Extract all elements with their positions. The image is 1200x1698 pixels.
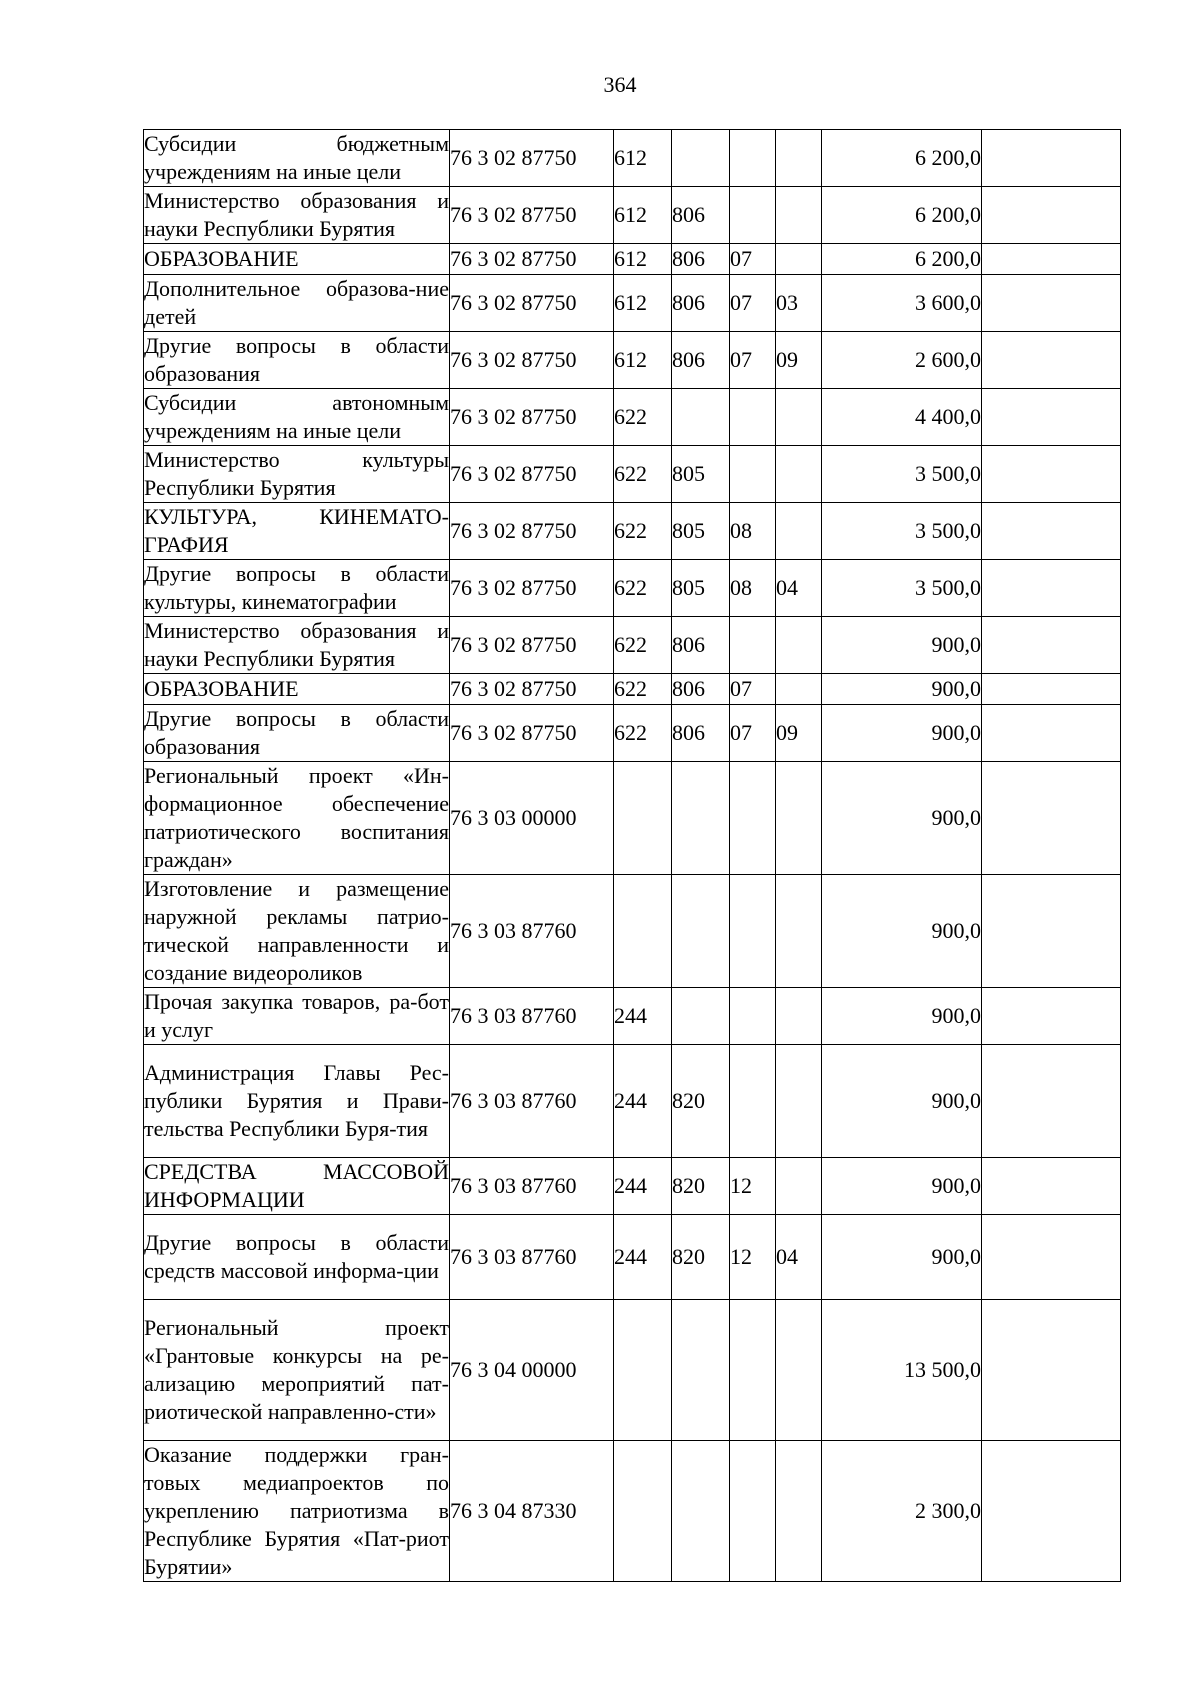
table-row: [144, 560, 1121, 617]
row-amount: 900,0: [822, 1045, 982, 1158]
row-subsection: [776, 988, 822, 1045]
row-amount: 3 600,0: [822, 275, 982, 332]
row-ministry-code: 806: [672, 705, 730, 762]
row-extra: [982, 1300, 1121, 1441]
row-extra: [982, 389, 1121, 446]
row-extra: [982, 762, 1121, 875]
row-name: Прочая закупка товаров, ра-бот и услуг: [144, 988, 450, 1045]
row-extra: [982, 1158, 1121, 1215]
row-expense-type: 622: [614, 674, 672, 705]
table-row: [144, 762, 1121, 875]
row-code: 76 3 02 87750: [450, 446, 614, 503]
row-section: 12: [730, 1158, 776, 1215]
row-name: Региональный проект «Ин-формационное обеспечение патриотического воспитания граждан»: [144, 762, 450, 875]
row-code: 76 3 02 87750: [450, 705, 614, 762]
row-amount: 900,0: [822, 1158, 982, 1215]
row-subsection: [776, 130, 822, 187]
row-ministry-code: 806: [672, 332, 730, 389]
row-extra: [982, 705, 1121, 762]
row-ministry-code: [672, 762, 730, 875]
row-extra: [982, 244, 1121, 275]
table-row: [144, 1158, 1121, 1215]
table-row: [144, 1300, 1121, 1441]
row-amount: 900,0: [822, 875, 982, 988]
row-name: Оказание поддержки гран-товых медиапроектов по укреплению патриотизма в Республике Бурятия «Пат-риот Бурятии»: [144, 1441, 450, 1582]
row-amount: 3 500,0: [822, 446, 982, 503]
table-row: [144, 130, 1121, 187]
row-code: 76 3 03 87760: [450, 875, 614, 988]
row-extra: [982, 875, 1121, 988]
row-section: 07: [730, 705, 776, 762]
row-code: 76 3 02 87750: [450, 187, 614, 244]
row-section: [730, 875, 776, 988]
row-code: 76 3 03 00000: [450, 762, 614, 875]
row-extra: [982, 1441, 1121, 1582]
row-name: Другие вопросы в области культуры, кинематографии: [144, 560, 450, 617]
row-name: Другие вопросы в области образования: [144, 332, 450, 389]
row-subsection: 09: [776, 705, 822, 762]
row-subsection: [776, 674, 822, 705]
row-expense-type: 622: [614, 617, 672, 674]
row-subsection: [776, 244, 822, 275]
row-amount: 900,0: [822, 988, 982, 1045]
row-code: 76 3 02 87750: [450, 130, 614, 187]
row-extra: [982, 446, 1121, 503]
row-ministry-code: [672, 130, 730, 187]
row-ministry-code: 806: [672, 275, 730, 332]
row-subsection: [776, 389, 822, 446]
row-ministry-code: 806: [672, 244, 730, 275]
row-ministry-code: [672, 875, 730, 988]
row-section: 08: [730, 560, 776, 617]
table-row: [144, 389, 1121, 446]
row-extra: [982, 674, 1121, 705]
row-amount: 13 500,0: [822, 1300, 982, 1441]
row-subsection: 03: [776, 275, 822, 332]
row-section: [730, 1300, 776, 1441]
row-code: 76 3 04 00000: [450, 1300, 614, 1441]
table-row: [144, 275, 1121, 332]
row-subsection: [776, 446, 822, 503]
row-name: Другие вопросы в области средств массовой информа-ции: [144, 1215, 450, 1300]
row-name: Региональный проект «Грантовые конкурсы на ре-ализацию мероприятий пат-риотической направленно-сти»: [144, 1300, 450, 1441]
row-name: Другие вопросы в области образования: [144, 705, 450, 762]
row-extra: [982, 1215, 1121, 1300]
row-code: 76 3 02 87750: [450, 389, 614, 446]
row-amount: 6 200,0: [822, 187, 982, 244]
row-expense-type: 612: [614, 332, 672, 389]
row-expense-type: 612: [614, 244, 672, 275]
row-code: 76 3 02 87750: [450, 332, 614, 389]
row-code: 76 3 03 87760: [450, 988, 614, 1045]
row-ministry-code: 806: [672, 187, 730, 244]
row-name: Субсидии бюджетным учреждениям на иные цели: [144, 130, 450, 187]
row-subsection: [776, 187, 822, 244]
row-expense-type: 622: [614, 446, 672, 503]
row-name: Субсидии автономным учреждениям на иные цели: [144, 389, 450, 446]
row-expense-type: 612: [614, 130, 672, 187]
row-amount: 4 400,0: [822, 389, 982, 446]
row-extra: [982, 1045, 1121, 1158]
row-code: 76 3 03 87760: [450, 1045, 614, 1158]
budget-table: [143, 129, 1121, 1582]
row-section: [730, 130, 776, 187]
row-name: ОБРАЗОВАНИЕ: [144, 674, 450, 705]
row-expense-type: [614, 762, 672, 875]
row-section: [730, 187, 776, 244]
table-row: [144, 674, 1121, 705]
table-row: [144, 875, 1121, 988]
row-expense-type: 244: [614, 1045, 672, 1158]
table-row: [144, 1045, 1121, 1158]
row-amount: 900,0: [822, 762, 982, 875]
table-row: [144, 244, 1121, 275]
row-code: 76 3 02 87750: [450, 275, 614, 332]
row-section: 07: [730, 275, 776, 332]
row-code: 76 3 02 87750: [450, 503, 614, 560]
row-name: Министерство образования и науки Республики Бурятия: [144, 617, 450, 674]
table-row: [144, 1441, 1121, 1582]
row-expense-type: 244: [614, 1158, 672, 1215]
row-amount: 2 300,0: [822, 1441, 982, 1582]
table-row: [144, 988, 1121, 1045]
row-extra: [982, 275, 1121, 332]
row-extra: [982, 130, 1121, 187]
row-expense-type: [614, 1441, 672, 1582]
row-name: Дополнительное образова-ние детей: [144, 275, 450, 332]
row-code: 76 3 02 87750: [450, 244, 614, 275]
row-extra: [982, 560, 1121, 617]
row-ministry-code: [672, 389, 730, 446]
row-code: 76 3 03 87760: [450, 1215, 614, 1300]
row-section: [730, 1441, 776, 1582]
row-ministry-code: [672, 1441, 730, 1582]
row-ministry-code: 820: [672, 1158, 730, 1215]
row-extra: [982, 503, 1121, 560]
row-expense-type: 612: [614, 187, 672, 244]
row-ministry-code: 805: [672, 446, 730, 503]
table-row: [144, 617, 1121, 674]
row-name: СРЕДСТВА МАССОВОЙ ИНФОРМАЦИИ: [144, 1158, 450, 1215]
row-ministry-code: 820: [672, 1215, 730, 1300]
row-code: 76 3 04 87330: [450, 1441, 614, 1582]
row-name: Министерство образования и науки Республики Бурятия: [144, 187, 450, 244]
row-expense-type: 622: [614, 389, 672, 446]
row-name: ОБРАЗОВАНИЕ: [144, 244, 450, 275]
row-amount: 6 200,0: [822, 244, 982, 275]
row-name: Изготовление и размещение наружной рекламы патрио-тической направленности и создание видеороликов: [144, 875, 450, 988]
row-extra: [982, 988, 1121, 1045]
row-code: 76 3 02 87750: [450, 617, 614, 674]
table-row: [144, 705, 1121, 762]
row-expense-type: 622: [614, 503, 672, 560]
row-ministry-code: 805: [672, 503, 730, 560]
table-row: [144, 503, 1121, 560]
row-ministry-code: [672, 1300, 730, 1441]
row-expense-type: [614, 875, 672, 988]
row-subsection: [776, 1158, 822, 1215]
table-row: [144, 1215, 1121, 1300]
row-amount: 3 500,0: [822, 503, 982, 560]
row-ministry-code: 820: [672, 1045, 730, 1158]
row-section: [730, 389, 776, 446]
row-expense-type: 244: [614, 1215, 672, 1300]
table-row: [144, 446, 1121, 503]
row-amount: 900,0: [822, 1215, 982, 1300]
row-subsection: [776, 1300, 822, 1441]
row-amount: 900,0: [822, 705, 982, 762]
row-expense-type: 612: [614, 275, 672, 332]
row-expense-type: 244: [614, 988, 672, 1045]
row-amount: 6 200,0: [822, 130, 982, 187]
row-name: КУЛЬТУРА, КИНЕМАТО-ГРАФИЯ: [144, 503, 450, 560]
row-expense-type: 622: [614, 705, 672, 762]
row-section: [730, 988, 776, 1045]
row-extra: [982, 332, 1121, 389]
row-subsection: 09: [776, 332, 822, 389]
row-extra: [982, 617, 1121, 674]
row-amount: 2 600,0: [822, 332, 982, 389]
row-ministry-code: [672, 988, 730, 1045]
row-ministry-code: 806: [672, 617, 730, 674]
row-section: [730, 762, 776, 875]
row-name: Администрация Главы Рес-публики Бурятия и Прави-тельства Республики Буря-тия: [144, 1045, 450, 1158]
row-extra: [982, 187, 1121, 244]
page-number: 364: [603, 72, 637, 97]
row-section: 07: [730, 674, 776, 705]
row-subsection: [776, 1441, 822, 1582]
row-amount: 900,0: [822, 617, 982, 674]
row-subsection: [776, 503, 822, 560]
row-section: 12: [730, 1215, 776, 1300]
row-section: [730, 446, 776, 503]
row-section: [730, 1045, 776, 1158]
row-amount: 3 500,0: [822, 560, 982, 617]
row-section: 07: [730, 332, 776, 389]
row-code: 76 3 02 87750: [450, 560, 614, 617]
table-row: [144, 332, 1121, 389]
row-section: [730, 617, 776, 674]
row-ministry-code: 806: [672, 674, 730, 705]
row-name: Министерство культуры Республики Бурятия: [144, 446, 450, 503]
row-ministry-code: 805: [672, 560, 730, 617]
row-subsection: [776, 1045, 822, 1158]
row-expense-type: 622: [614, 560, 672, 617]
row-subsection: 04: [776, 1215, 822, 1300]
row-section: 07: [730, 244, 776, 275]
row-subsection: 04: [776, 560, 822, 617]
row-subsection: [776, 875, 822, 988]
row-amount: 900,0: [822, 674, 982, 705]
row-expense-type: [614, 1300, 672, 1441]
row-code: 76 3 02 87750: [450, 674, 614, 705]
row-subsection: [776, 617, 822, 674]
row-code: 76 3 03 87760: [450, 1158, 614, 1215]
row-subsection: [776, 762, 822, 875]
row-section: 08: [730, 503, 776, 560]
table-row: [144, 187, 1121, 244]
